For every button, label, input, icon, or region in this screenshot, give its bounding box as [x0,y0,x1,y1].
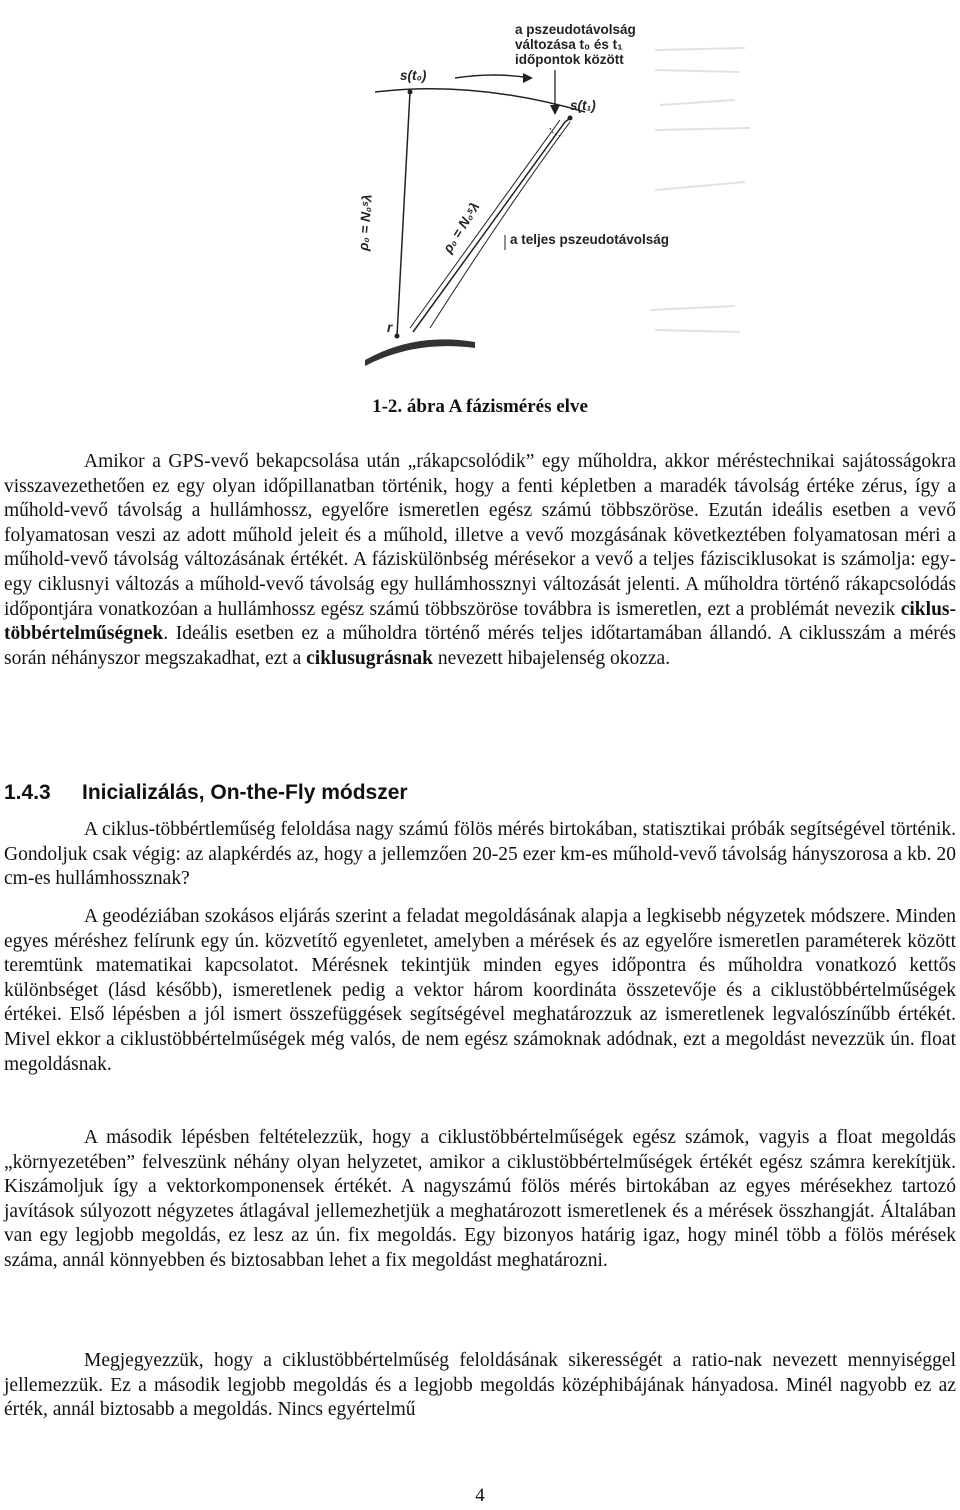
section-heading [4,781,408,805]
term-cycle-ambiguity: ciklus-többértelműségnek [4,598,956,645]
paragraph-1-text-b: . Ideális esetben ez a műholdra történő mérés teljes időtartamában állandó. A ciklusszám a mérés során néhányszor megszakadhat, ezt a [4,623,956,669]
label-change-line-3: időpontok között [515,52,624,67]
label-change-line-1: a pszeudotávolság [515,22,636,37]
arrow-orbit [455,75,530,78]
paragraph-1-text-c: nevezett hibajelenség okozza. [432,647,671,669]
range-line-t1-inner [410,120,560,328]
satellite-t1-point [568,116,573,121]
paragraph-3: A geodéziában szokásos eljárás szerint a feladat megoldásának alapja a legkisebb négyzetek módszere. Minden egyes méréshez felírunk egy ún. közvetítő egyenletet, amelyben a mérések és az egyelőre ismeretlen paraméterek között teremtünk matematikai kapcsolatot. Mérésnek tekintjük minden egyes időpontra és műholdra vonatkozó kettős különbséget (lásd később), ismeretlenek pedig a vektor három koordináta összetevője és a ciklustöbbértelműségek értékei. Első lépésben a jól ismert összefüggések segítségével meghatározzuk az ismeretlenek legvalószínűbb értékét. Mivel ekkor a ciklustöbbértelműségek még valós, de nem egész számoknak adódnak, ezt a megoldást nevezzük ún. float megoldásnak. [4,906,956,1075]
label-receiver-r: r [387,320,393,335]
phase-measurement-figure [355,10,755,370]
paragraph-4: A második lépésben feltételezzük, hogy a ciklustöbbértelműségek egész számok, vagyis a float megoldás „környezetében” felveszünk néhány olyan helyzetet, amikor a ciklustöbbértelműségek értékét egész számra kerekítjük. Kiszámoljuk így a vektorkomponensek értékét. A nagyszámú fölös mérés birtokában az egyes mérésekhez tartozó javítások súlyozott négyzetes átlagával jellemezhetjük a meghatározott ismeretlenek és a mérések összhangját. Általában van egy legjobb megoldás, ez lesz az ún. fix megoldás. Egy bizonyos határig igaz, hogy minél több a fölös mérések száma, annál könnyebben és biztosabban lehet a fix megoldást meghatározni. [4,1127,956,1271]
label-change-line-2: változása t₀ és t₁ [515,37,623,52]
figure-caption: 1-2. ábra A fázismérés elve [372,396,588,417]
receiver-point [395,334,400,339]
range-line-t0 [397,92,410,336]
range-line-t1 [413,118,570,332]
section-title: Inicializálás, On-the-Fly módszer [82,781,408,804]
paragraph-1 [4,450,956,671]
paragraph-2: A ciklus-többértleműség feloldása nagy számú fölös mérés birtokában, statisztikai próbák segítségével történik. Gondoljuk csak végig: az alapkérdés az, hogy a jellemzően 20-25 ezer km-es műhold-vevő távolság hányszorosa a kb. 20 cm-es hullámhossznak? [4,819,956,890]
paragraph-5: Megjegyezzük, hogy a ciklustöbbértelműség feloldásának sikerességét a ratio-nak nevezett mennyiséggel jellemezzük. Ez a második legjobb megoldás és a legjobb megoldás középhibájának hányadosa. Minél nagyobb ez az érték, annál biztosabb a megoldás. Nincs egyértelmű [4,1350,956,1421]
full-range-bracket [430,122,570,328]
term-cycle-slip: ciklusugrásnak [306,647,433,669]
arrow-change-head [550,105,560,115]
label-s-t0: s(t₀) [400,68,427,83]
label-full-pseudorange: a teljes pszeudotávolság [510,232,670,247]
bleed-through [650,48,750,332]
earth-surface [365,339,475,366]
satellite-t0-point [408,90,413,95]
label-rho-right: ρ₀ = N₀ˢλ [439,199,483,256]
label-rho-left: ρ₀ = N₀ˢλ [355,193,375,252]
page-number: 4 [475,1485,485,1506]
label-s-t1: s(t₁) [570,98,596,113]
paragraph-1-text-a: Amikor a GPS-vevő bekapcsolása után „rákapcsolódik” egy műholdra, akkor méréstechnikai sajátosságokra visszavezethetően ez egy olyan időpillanatban történik, hogy a fenti képletben a maradék távolság értéke zérus, így a műhold-vevő távolság a hullámhossz, egyelőre ismeretlen egész számú többszöröse. Ezután ideális esetben a vevő folyamatosan veszi az adott műhold jeleit és a műhold, illetve a vevő mozgásának következtében folyamatosan méri a műhold-vevő távolság változásának értékét. A fáziskülönbség mérésekor a vevő a teljes fázisciklusokat is számolja: egy-egy ciklusnyi változás a műhold-vevő távolság egy hullámhossznyi változását jelenti. A műholdra történő rákapcsolódás időpontjára vonatkozóan a hullámhossz egész számú többszöröse továbbra is ismeretlen, ezt a problémát nevezik [4,451,956,620]
arrow-orbit-head [523,73,533,83]
section-number: 1.4.3 [4,781,51,804]
